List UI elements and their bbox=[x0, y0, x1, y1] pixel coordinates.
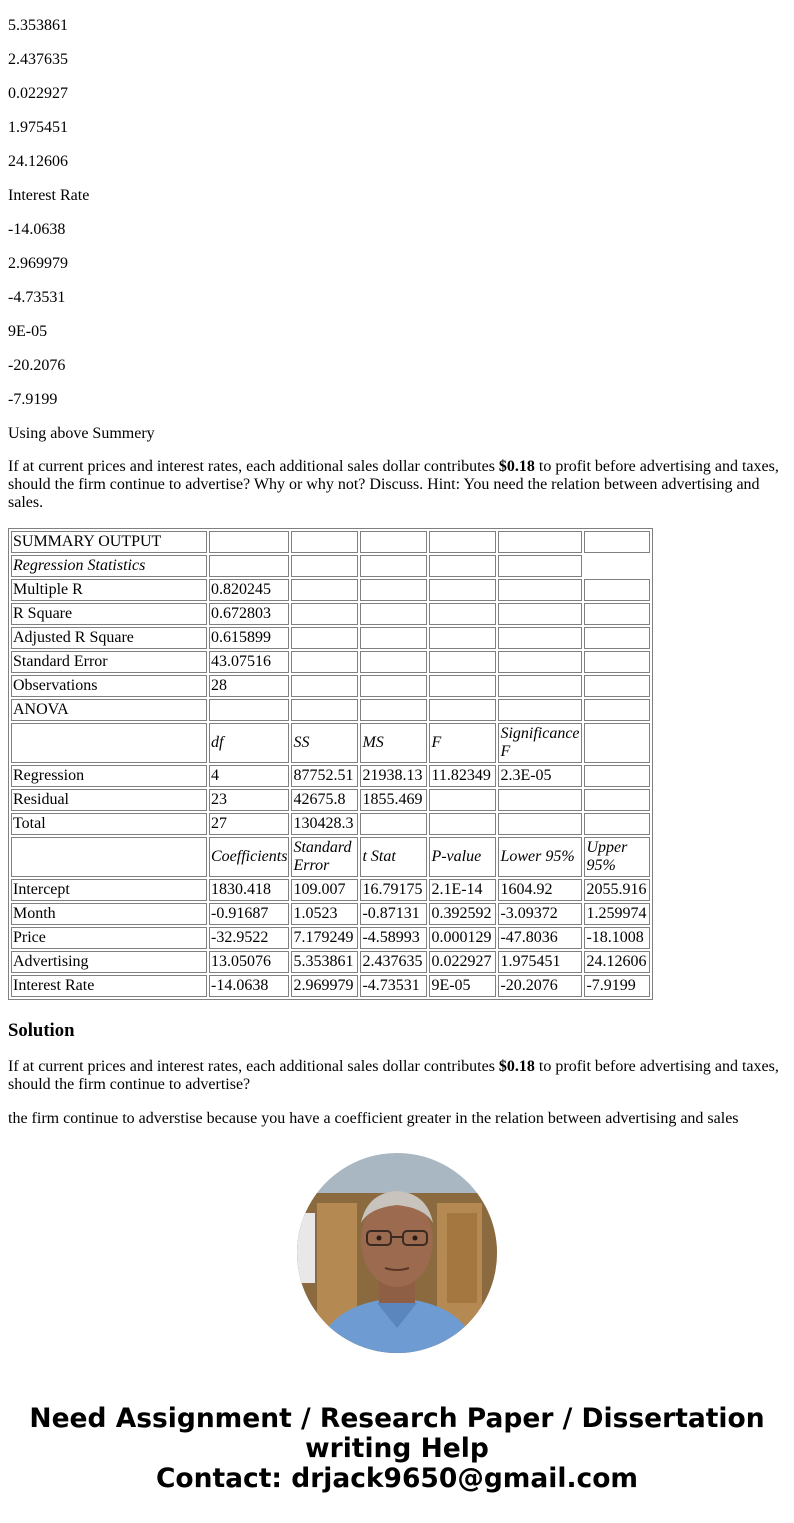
coef-row-label: Advertising bbox=[11, 951, 207, 973]
table-row bbox=[11, 789, 650, 811]
stat-label: Multiple R bbox=[11, 579, 207, 601]
table-row bbox=[11, 723, 650, 763]
solution-question bbox=[8, 1058, 786, 1094]
solution-q-amount: $0.18 bbox=[498, 1058, 535, 1075]
empty-cell bbox=[429, 555, 496, 577]
empty-cell bbox=[584, 789, 650, 811]
table-row bbox=[11, 879, 650, 901]
empty-cell bbox=[429, 531, 496, 553]
value-line: -7.9199 bbox=[8, 391, 58, 408]
table-row bbox=[11, 765, 650, 787]
solution-answer: the firm continue to adverstise because you have a coefficient greater in the relation between advertising and sales bbox=[8, 1110, 739, 1127]
table-row bbox=[11, 837, 650, 877]
value-line: 9E-05 bbox=[8, 323, 48, 340]
coef-cell: 0.022927 bbox=[429, 951, 496, 973]
stat-value: 43.07516 bbox=[209, 651, 289, 673]
table-row bbox=[11, 813, 650, 835]
question-amount: $0.18 bbox=[498, 458, 535, 475]
empty-cell bbox=[360, 579, 427, 601]
coef-row-label: Month bbox=[11, 903, 207, 925]
person-portrait-icon bbox=[297, 1153, 497, 1353]
value-line: 2.969979 bbox=[8, 255, 68, 272]
empty-cell bbox=[209, 699, 289, 721]
coef-cell: -0.91687 bbox=[209, 903, 289, 925]
coef-row-label: Intercept bbox=[11, 879, 207, 901]
coef-cell: -4.58993 bbox=[360, 927, 427, 949]
summary-intro: Using above Summery bbox=[8, 425, 155, 442]
coef-cell: 7.179249 bbox=[291, 927, 358, 949]
table-row bbox=[11, 951, 650, 973]
anova-header: df bbox=[209, 723, 289, 763]
empty-cell bbox=[584, 651, 650, 673]
empty-cell bbox=[584, 579, 650, 601]
empty-cell bbox=[291, 555, 358, 577]
empty-cell bbox=[429, 675, 496, 697]
empty-cell bbox=[498, 603, 582, 625]
anova-cell: 27 bbox=[209, 813, 289, 835]
summary-output-table bbox=[8, 528, 653, 1000]
stat-value: 28 bbox=[209, 675, 289, 697]
anova-row-label: Residual bbox=[11, 789, 207, 811]
coef-cell: 1604.92 bbox=[498, 879, 582, 901]
table-row bbox=[11, 927, 650, 949]
coef-header: Coefficients bbox=[209, 837, 289, 877]
empty-cell bbox=[584, 675, 650, 697]
value-line: 1.975451 bbox=[8, 119, 68, 136]
stat-value: 0.615899 bbox=[209, 627, 289, 649]
coef-cell: 16.79175 bbox=[360, 879, 427, 901]
cta-line: writing Help bbox=[305, 1433, 489, 1464]
empty-cell bbox=[360, 555, 427, 577]
coef-cell: -7.9199 bbox=[584, 975, 650, 997]
table-row bbox=[11, 699, 650, 721]
anova-row-label: Total bbox=[11, 813, 207, 835]
table-row bbox=[11, 603, 650, 625]
empty-cell bbox=[429, 813, 496, 835]
coef-header: P-value bbox=[429, 837, 496, 877]
empty-cell bbox=[584, 603, 650, 625]
stat-label: R Square bbox=[11, 603, 207, 625]
anova-cell: 21938.13 bbox=[360, 765, 427, 787]
empty-cell bbox=[291, 675, 358, 697]
coef-row-label: Price bbox=[11, 927, 207, 949]
solution-q-after: to profit before advertising and taxes, should the firm continue to advertise? bbox=[8, 1058, 779, 1093]
coef-cell: 1.0523 bbox=[291, 903, 358, 925]
cta-line: Need Assignment / Research Paper / Dissertation bbox=[29, 1403, 765, 1434]
table-row bbox=[11, 975, 650, 997]
coef-header: t Stat bbox=[360, 837, 427, 877]
coef-cell: -4.73531 bbox=[360, 975, 427, 997]
table-row bbox=[11, 531, 650, 553]
coef-cell: 5.353861 bbox=[291, 951, 358, 973]
solution-heading: Solution bbox=[8, 1020, 75, 1041]
empty-cell bbox=[429, 603, 496, 625]
empty-cell bbox=[360, 813, 427, 835]
value-line: 0.022927 bbox=[8, 85, 68, 102]
empty-cell bbox=[584, 555, 650, 577]
coef-cell: -14.0638 bbox=[209, 975, 289, 997]
anova-cell: 23 bbox=[209, 789, 289, 811]
anova-header: MS bbox=[360, 723, 427, 763]
coef-cell: -0.87131 bbox=[360, 903, 427, 925]
coef-cell: 24.12606 bbox=[584, 951, 650, 973]
stat-label: Standard Error bbox=[11, 651, 207, 673]
anova-row-label: Regression bbox=[11, 765, 207, 787]
empty-cell bbox=[498, 651, 582, 673]
anova-cell: 1855.469 bbox=[360, 789, 427, 811]
empty-cell bbox=[498, 675, 582, 697]
empty-cell bbox=[291, 531, 358, 553]
value-line: -14.0638 bbox=[8, 221, 66, 238]
coef-cell: 1830.418 bbox=[209, 879, 289, 901]
empty-cell bbox=[498, 813, 582, 835]
empty-cell bbox=[584, 627, 650, 649]
coef-cell: -32.9522 bbox=[209, 927, 289, 949]
empty-cell bbox=[429, 651, 496, 673]
stat-label: Observations bbox=[11, 675, 207, 697]
empty-cell bbox=[429, 627, 496, 649]
anova-cell: 11.82349 bbox=[429, 765, 496, 787]
top-value-list bbox=[8, 17, 786, 442]
empty-cell bbox=[11, 837, 207, 877]
stat-value: 0.672803 bbox=[209, 603, 289, 625]
value-line: -20.2076 bbox=[8, 357, 66, 374]
empty-cell bbox=[498, 699, 582, 721]
empty-cell bbox=[429, 699, 496, 721]
empty-cell bbox=[498, 579, 582, 601]
value-line: Interest Rate bbox=[8, 187, 90, 204]
empty-cell bbox=[584, 813, 650, 835]
contact-banner bbox=[0, 1404, 794, 1494]
contact-email: Contact: drjack9650@gmail.com bbox=[155, 1463, 639, 1494]
anova-cell: 2.3E-05 bbox=[498, 765, 582, 787]
empty-cell bbox=[291, 699, 358, 721]
empty-cell bbox=[291, 627, 358, 649]
empty-cell bbox=[498, 627, 582, 649]
empty-cell bbox=[584, 699, 650, 721]
empty-cell bbox=[429, 579, 496, 601]
solution-q-before: If at current prices and interest rates, each additional sales dollar contributes bbox=[8, 1058, 499, 1075]
anova-header: SS bbox=[291, 723, 358, 763]
coef-cell: -18.1008 bbox=[584, 927, 650, 949]
empty-cell bbox=[584, 765, 650, 787]
coef-cell: 13.05076 bbox=[209, 951, 289, 973]
empty-cell bbox=[291, 651, 358, 673]
coef-header: Standard Error bbox=[291, 837, 358, 877]
value-line: 5.353861 bbox=[8, 17, 68, 34]
coef-row-label: Interest Rate bbox=[11, 975, 207, 997]
table-row bbox=[11, 579, 650, 601]
empty-cell bbox=[360, 603, 427, 625]
question-text bbox=[8, 458, 786, 512]
coef-cell: 2.437635 bbox=[360, 951, 427, 973]
stat-value: 0.820245 bbox=[209, 579, 289, 601]
empty-cell bbox=[291, 603, 358, 625]
table-row bbox=[11, 903, 650, 925]
empty-cell bbox=[291, 579, 358, 601]
coef-cell: 1.975451 bbox=[498, 951, 582, 973]
anova-cell: 42675.8 bbox=[291, 789, 358, 811]
empty-cell bbox=[429, 789, 496, 811]
avatar bbox=[297, 1153, 497, 1353]
question-before: If at current prices and interest rates, each additional sales dollar contributes bbox=[8, 458, 499, 475]
document-body bbox=[8, 0, 786, 1128]
coef-cell: 9E-05 bbox=[429, 975, 496, 997]
table-row bbox=[11, 627, 650, 649]
empty-cell bbox=[209, 555, 289, 577]
empty-cell bbox=[360, 651, 427, 673]
empty-cell bbox=[498, 555, 582, 577]
coef-header: Upper 95% bbox=[584, 837, 650, 877]
coef-header: Lower 95% bbox=[498, 837, 582, 877]
coef-cell: 0.392592 bbox=[429, 903, 496, 925]
empty-cell bbox=[584, 531, 650, 553]
empty-cell bbox=[360, 627, 427, 649]
coef-cell: -3.09372 bbox=[498, 903, 582, 925]
empty-cell bbox=[360, 675, 427, 697]
coef-cell: 0.000129 bbox=[429, 927, 496, 949]
table-row bbox=[11, 651, 650, 673]
value-line: 24.12606 bbox=[8, 153, 68, 170]
value-line: -4.73531 bbox=[8, 289, 66, 306]
empty-cell bbox=[360, 699, 427, 721]
value-line: 2.437635 bbox=[8, 51, 68, 68]
stat-label: Adjusted R Square bbox=[11, 627, 207, 649]
question-after: to profit before advertising and taxes, should the firm continue to advertise? Why or why not? Discuss. Hint: You need the relation between advertising and sales. bbox=[8, 458, 779, 511]
coef-cell: 2.1E-14 bbox=[429, 879, 496, 901]
regression-stats-label: Regression Statistics bbox=[11, 555, 207, 577]
table-title: SUMMARY OUTPUT bbox=[11, 531, 207, 553]
coef-cell: 2.969979 bbox=[291, 975, 358, 997]
empty-cell bbox=[584, 723, 650, 763]
table-row bbox=[11, 555, 650, 577]
empty-cell bbox=[498, 531, 582, 553]
anova-header: F bbox=[429, 723, 496, 763]
coef-cell: 109.007 bbox=[291, 879, 358, 901]
anova-cell: 87752.51 bbox=[291, 765, 358, 787]
coef-cell: 2055.916 bbox=[584, 879, 650, 901]
anova-label: ANOVA bbox=[11, 699, 207, 721]
empty-cell bbox=[498, 789, 582, 811]
coef-cell: 1.259974 bbox=[584, 903, 650, 925]
empty-cell bbox=[11, 723, 207, 763]
table-row bbox=[11, 675, 650, 697]
anova-cell: 4 bbox=[209, 765, 289, 787]
empty-cell bbox=[360, 531, 427, 553]
coef-cell: -20.2076 bbox=[498, 975, 582, 997]
anova-cell: 130428.3 bbox=[291, 813, 358, 835]
empty-cell bbox=[209, 531, 289, 553]
anova-header: Significance F bbox=[498, 723, 582, 763]
coef-cell: -47.8036 bbox=[498, 927, 582, 949]
